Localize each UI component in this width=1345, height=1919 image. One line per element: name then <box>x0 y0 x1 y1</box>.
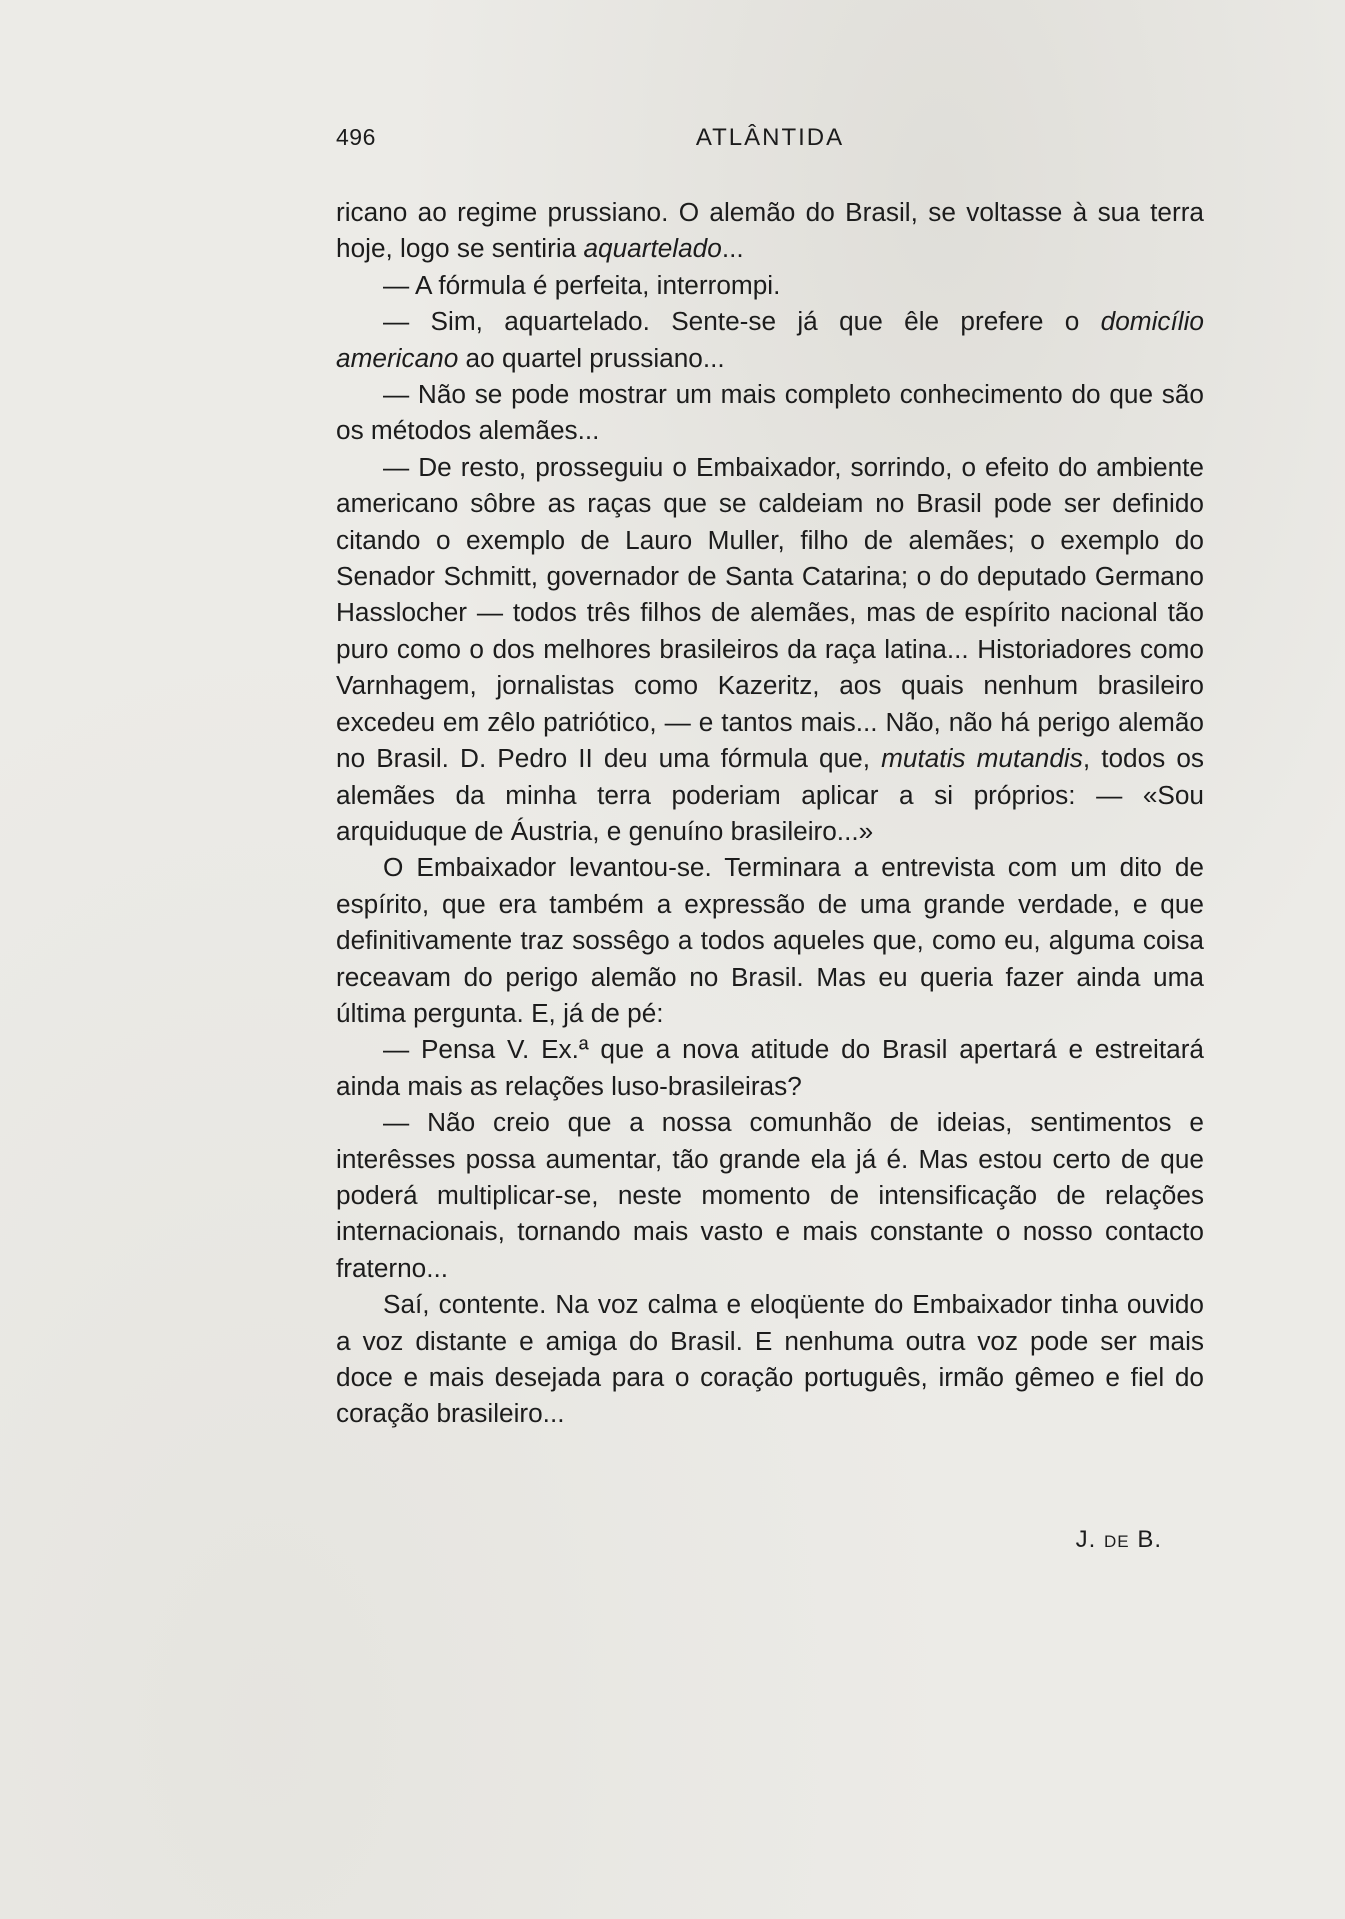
text-run: — De resto, prosseguiu o Embaixador, sorrindo, o efeito do ambiente americano sôbre as raças que se caldeiam no Brasil pode ser definido citando o exemplo de Lauro Muller, filho de alemães; o exemplo do Senador Schmitt, governador de Santa Catarina; o do deputado Germano Hasslocher — todos três filhos de alemães, mas de espírito nacional tão puro como o dos melhores brasileiros da raça latina... Historiadores como Varnhagem, jornalistas como Kazeritz, aos quais nenhum brasileiro excedeu em zêlo patriótico, — e tantos mais... Não, não há perigo alemão no Brasil. D. Pedro II deu uma fórmula que, <box>336 451 1204 774</box>
paragraph <box>336 1104 1204 1286</box>
page-number: 496 <box>336 124 376 150</box>
text-run: O Embaixador levantou-se. Terminara a entrevista com um dito de espírito, que era também a expressão de uma grande verdade, e que definitivamente traz sossêgo a todos aqueles que, como eu, alguma coisa receavam do perigo alemão no Brasil. Mas eu queria fazer ainda uma última pergunta. E, já de pé: <box>336 852 1204 1028</box>
text-run: ao quartel prussiano... <box>458 342 725 373</box>
paragraph <box>336 1286 1204 1432</box>
italic-text: domicílio americano <box>336 306 1204 373</box>
italic-text: aquartelado <box>583 233 722 264</box>
running-title: ATLÂNTIDA <box>695 124 845 151</box>
signature-surname: B. <box>1137 1526 1162 1553</box>
text-run: — Não creio que a nossa comunhão de ideias, sentimentos e interêsses possa aumentar, tão grande ela já é. Mas estou certo de que poderá multiplicar-se, neste momento de intensificação de relações internacionais, tornando mais vasto e mais constante o nosso contacto fraterno... <box>336 1107 1204 1283</box>
text-run: ... <box>721 233 744 264</box>
paragraph <box>336 267 1204 303</box>
text-run: , todos os alemães da minha terra poderiam aplicar a si próprios: — «Sou arquiduque de Áustria, e genuíno brasileiro...» <box>336 743 1204 846</box>
text-run: — A fórmula é perfeita, interrompi. <box>383 269 781 300</box>
paragraph <box>336 376 1204 449</box>
paragraph <box>336 194 1204 267</box>
text-run: Saí, contente. Na voz calma e eloqüente do Embaixador tinha ouvido a voz distante e amiga do Brasil. E nenhuma outra voz pode ser mais doce e mais desejada para o coração português, irmão gêmeo e fiel do coração brasileiro... <box>336 1289 1204 1429</box>
signature <box>336 1526 1162 1554</box>
paragraph <box>336 449 1204 849</box>
paragraph <box>336 849 1204 1031</box>
text-run: — Pensa V. Ex.ª que a nova atitude do Brasil apertará e estreitará ainda mais as relações luso-brasileiras? <box>336 1034 1204 1101</box>
text-run: ricano ao regime prussiano. O alemão do Brasil, se voltasse à sua terra hoje, logo se sentiria <box>336 197 1204 264</box>
signature-initial: J. <box>1075 1526 1097 1553</box>
italic-text: mutatis mutandis <box>881 743 1083 774</box>
signature-particle: DE <box>1104 1532 1130 1551</box>
body-text <box>336 194 1204 1432</box>
paragraph <box>336 1031 1204 1104</box>
text-run: — Sim, aquartelado. Sente-se já que êle prefere o <box>383 306 1101 337</box>
running-head <box>336 124 1204 160</box>
paragraph <box>336 303 1204 376</box>
text-run: — Não se pode mostrar um mais completo conhecimento do que são os métodos alemães... <box>336 379 1204 446</box>
